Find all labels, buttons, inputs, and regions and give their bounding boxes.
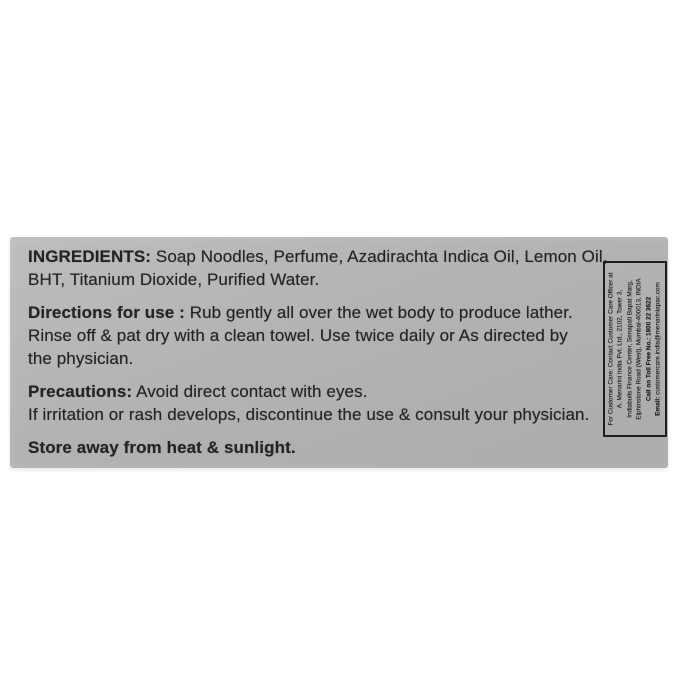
soap-back-label bbox=[10, 237, 668, 468]
ingredients-heading: INGREDIENTS: bbox=[28, 247, 152, 266]
precautions-line-2: If irritation or rash develops, discontinue the use & consult your physician. bbox=[28, 405, 590, 424]
directions-heading: Directions for use : bbox=[28, 303, 185, 322]
customer-care-box bbox=[603, 261, 667, 437]
directions-line-1 bbox=[28, 301, 596, 324]
ingredients-line-2: BHT, Titanium Dioxide, Purified Water. bbox=[28, 270, 320, 289]
customer-care-tollfree: Call on Toll Free No.: 1800 22 3622 bbox=[645, 296, 653, 402]
precautions-heading: Precautions: bbox=[28, 382, 133, 401]
email-label: Email: bbox=[654, 396, 662, 416]
directions-line-3: the physician. bbox=[28, 349, 134, 368]
directions-line-2: Rinse off & pat dry with a clean towel. Use twice daily or As directed by bbox=[28, 326, 568, 345]
customer-care-line-3: Indiabulls Finance Center, Senapati Bapat Marg, bbox=[626, 280, 634, 418]
directions-text: Rub gently all over the wet body to produce lather. bbox=[189, 303, 573, 322]
label-text-block bbox=[28, 245, 608, 459]
customer-care-email bbox=[654, 267, 663, 431]
email-address: customercare.india@menariniapac.com bbox=[654, 282, 662, 395]
ingredients-text: Soap Noodles, Perfume, Azadirachta Indica Oil, Lemon Oil, bbox=[155, 247, 608, 266]
precautions-section bbox=[28, 380, 596, 426]
ingredients-section bbox=[28, 245, 608, 291]
directions-section bbox=[28, 301, 596, 370]
customer-care-rotated-text bbox=[607, 267, 664, 431]
customer-care-line-2: A. Menarini India Pvt. Ltd., 2102, Tower 3, bbox=[616, 289, 624, 409]
customer-care-line-4: Elphinstone Road (West), Mumbai-400013, INDIA bbox=[635, 278, 643, 420]
customer-care-line-1: For Customer Care: Contact Customer Care Officer at bbox=[607, 272, 615, 426]
precautions-line-1 bbox=[28, 380, 596, 403]
precautions-text: Avoid direct contact with eyes. bbox=[136, 382, 368, 401]
ingredients-line-1 bbox=[28, 245, 608, 268]
storage-instruction: Store away from heat & sunlight. bbox=[28, 438, 296, 457]
storage-section bbox=[28, 436, 596, 459]
